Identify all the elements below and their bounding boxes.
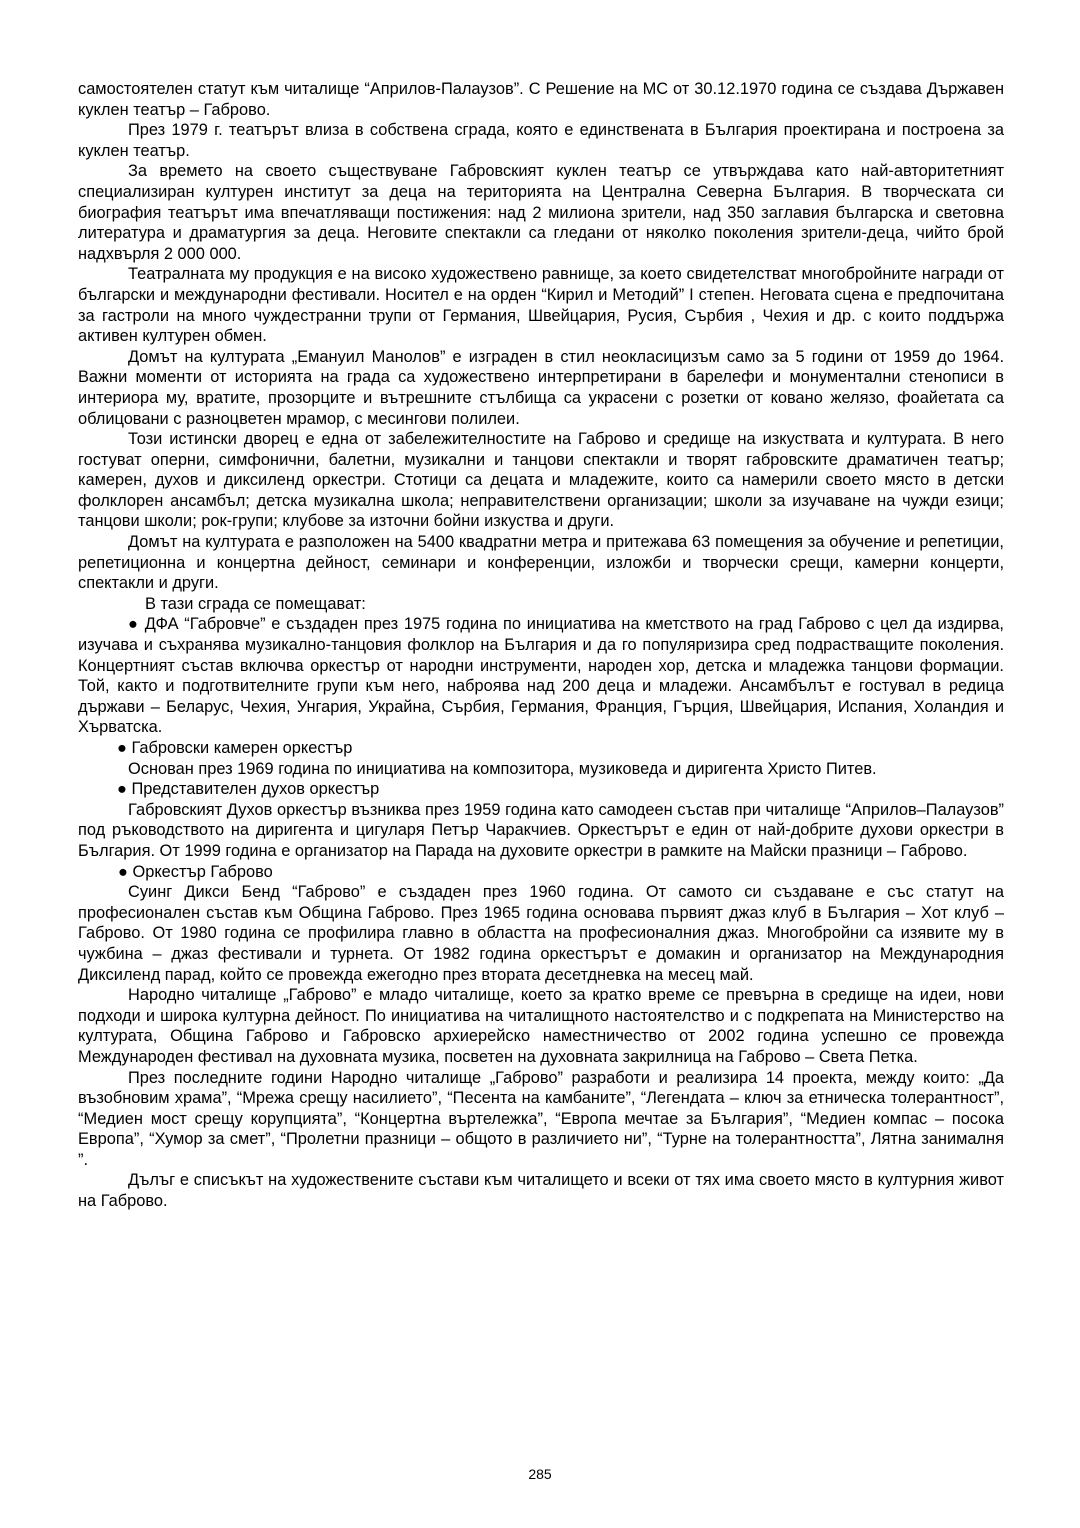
paragraph: самостоятелен статут към читалище “Априлов-Палаузов”. С Решение на МС от 30.12.1970 година се създава Държавен куклен театър – Габрово.	[78, 80, 1004, 119]
list-item-heading: ● Представителен духов оркестър	[117, 780, 380, 799]
page-number: 285	[528, 1466, 552, 1482]
paragraph: Домът на културата е разположен на 5400 квадратни метра и притежава 63 помещения за обучение и репетиции, репетиционна и концертна дейност, семинари и конференции, изложби и творчески срещи, камерни концерти, спектакли и други.	[78, 533, 1004, 593]
paragraph: Народно читалище „Габрово” е младо читалище, което за кратко време се превърна в средище на идеи, нови подходи и широка културна дейност. По инициатива на читалищното настоятелство и с подкрепата на Министерство на културата, Община Габрово и Габровско архиерейско наместничество от 2002 година успешно се провежда Международен фестивал на духовната музика, посветен на духовната закрилница на Габрово – Света Петка.	[78, 986, 1004, 1066]
paragraph: Основан през 1969 година по инициатива на композитора, музиковеда и диригента Христо Питев.	[128, 759, 877, 778]
paragraph: Дълъг е списъкът на художествените състави към читалището и всеки от тях има своето място в културния живот на Габрово.	[78, 1171, 1004, 1211]
list-intro: В тази сграда се помещават:	[145, 594, 366, 613]
paragraph: Суинг Дикси Бенд “Габрово” е създаден през 1960 година. От самото си създаване е със статут на професионален състав към Община Габрово. През 1965 година основава първият джаз клуб в България – Хот клуб – Габрово. От 1980 година се профилира главно в областта на професионалния джаз. Многобройни са изявите му в чужбина – джаз фестивали и турнета. От 1982 година оркестърът е домакин и организатор на Международния Диксиленд парад, който се провежда ежегодно през втората десетдневка на месец май.	[78, 883, 1004, 984]
paragraph: През последните години Народно читалище „Габрово” разработи и реализира 14 проекта, между които: „Да възобновим храма”, “Мрежа срещу насилието”, “Песента на камбаните”, “Легендата – ключ за етническа толерантност”, “Медиен мост срещу корупцията”, “Концертна въртележка”, “Европа мечтае за България”, “Медиен компас – посока Европа”, “Хумор за смет”, “Пролетни празници – общото в различието ни”, “Турне на толерантността”, Лятна занималня ”.	[78, 1068, 1004, 1169]
list-item-heading: ● Оркестър Габрово	[118, 862, 273, 881]
paragraph: За времето на своето съществуване Габровският куклен театър се утвърждава като най-авторитетният специализиран културен институт за деца на територията на Централна Северна България. В творческата си биография театърът има впечатляващи постижения: над 2 милиона зрители, над 350 заглавия българска и световна литература и драматургия за деца. Неговите спектакли са гледани от няколко поколения зрители-деца, чийто брой надхвърля 2 000 000.	[78, 162, 1004, 263]
list-item-heading: ● Габровски камерен оркестър	[117, 739, 353, 757]
paragraph: Този истински дворец е една от забележителностите на Габрово и средище на изкуствата и културата. В него гостуват оперни, симфонични, балетни, музикални и танцови спектакли и творят габровските драматичен театър; камерен, духов и диксиленд оркестри. Стотици са децата и младежите, които са намерили своето място в детски фолклорен ансамбъл; детска музикална школа; неправителствени организации; школи за изучаване на чужди езици; танцови школи; рок-групи; клубове за източни бойни изкуства и други.	[78, 430, 1004, 531]
paragraph: Домът на културата „Емануил Манолов” е изграден в стил неокласицизъм само за 5 години от 1959 до 1964. Важни моменти от историята на града са художествено интерпретирани в барелефи и монументални стенописи в интериора му, вратите, прозорците и вътрешните стълбища са украсени с розетки от ковано желязо, фоайетата са облицовани с разноцветен мрамор, с месингови полилеи.	[78, 347, 1004, 428]
list-item: ● ДФА “Габровче” е създаден през 1975 година по инициатива на кметството на град Габрово с цел да издирва, изучава и съхранява музикално-танцовия фолклор на България и да го популяризира сред подрастващите поколения. Концертният състав включва оркестър от народни инструменти, народен хор, детска и младежка танцови формации. Той, както и подготвителните групи към него, наброява над 200 деца и младежи. Ансамбълът е гостувал в редица държави – Беларус, Чехия, Унгария, Украйна, Сърбия, Германия, Франция, Гърция, Швейцария, Испания, Холандия и Хърватска.	[78, 615, 1004, 737]
paragraph: През 1979 г. театърът влиза в собствена сграда, която е единствената в България проектирана и построена за куклен театър.	[78, 121, 1004, 160]
paragraph: Театралната му продукция е на високо художествено равнище, за което свидетелстват многобройните награди от български и международни фестивали. Носител е на орден “Кирил и Методий” I степен. Неговата сцена е предпочитана за гастроли на много чуждестранни трупи от Германия, Швейцария, Русия, Сърбия , Чехия и др. с които поддържа активен културен обмен.	[78, 265, 1004, 346]
document-body	[78, 79, 1004, 1212]
paragraph: Габровският Духов оркестър възниква през 1959 година като самодеен състав при читалище “Априлов–Палаузов” под ръководството на диригента и цигуларя Петър Чаракчиев. Оркестърът е един от най-добрите духови оркестри в България. От 1999 година е организатор на Парада на духовите оркестри в рамките на Майски празници – Габрово.	[78, 800, 1004, 860]
